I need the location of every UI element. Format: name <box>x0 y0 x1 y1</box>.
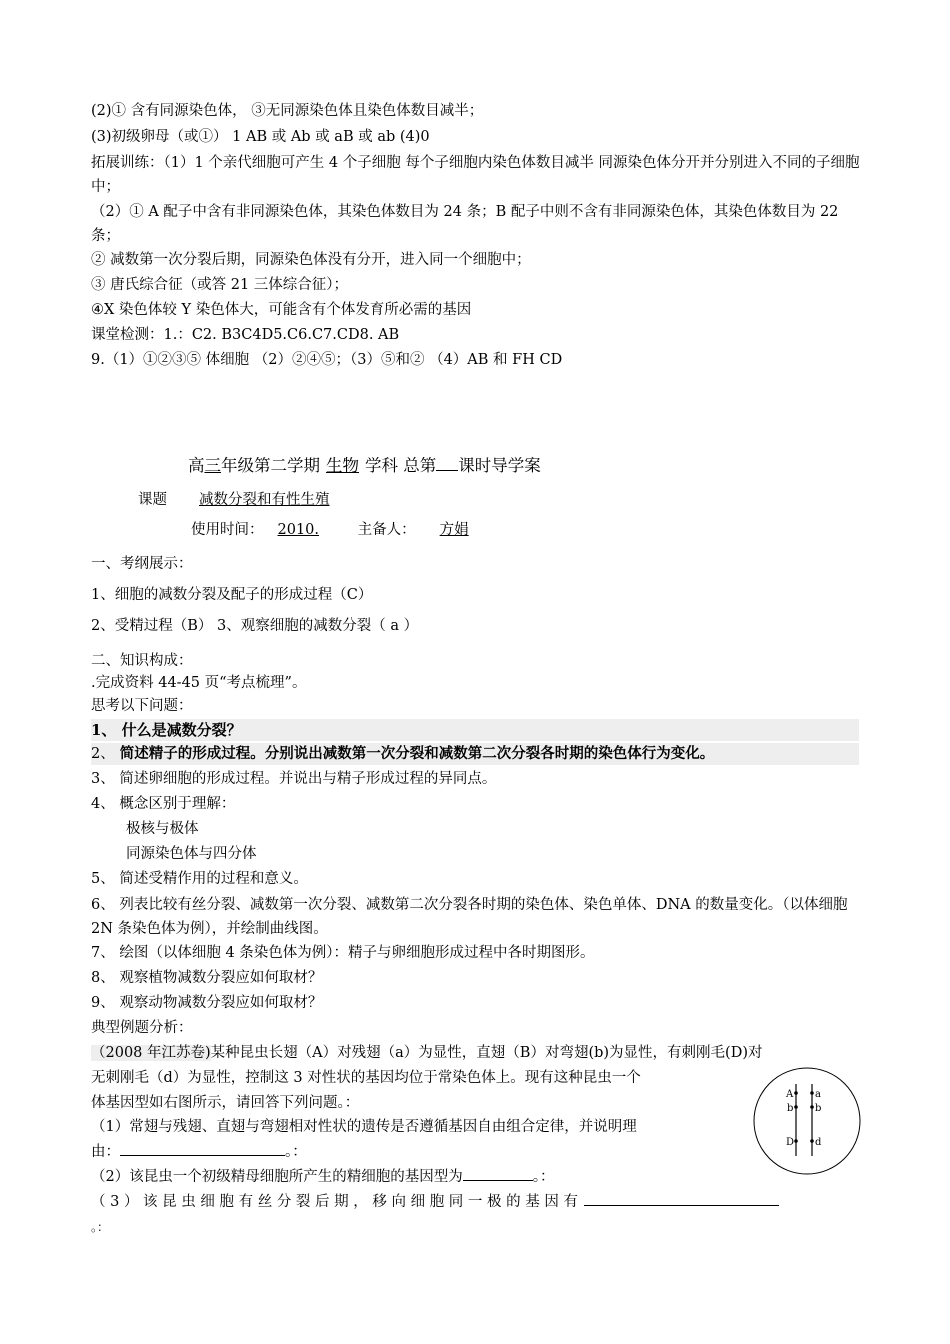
example-para-2: 无刺刚毛（d）为显性，控制这 3 对性状的基因均位于常染色体上。现有这种昆虫一个 <box>91 1070 641 1086</box>
outline-item-1: 1、细胞的减数分裂及配子的形成过程（C） <box>91 587 373 603</box>
locus-a-right <box>810 1091 814 1095</box>
sub-question-1b: 由： 。： <box>91 1141 307 1163</box>
answer-blank-1 <box>120 1141 285 1156</box>
question-5: 5、 简述受精作用的过程和意义。 <box>91 871 308 887</box>
question-6: 6、 列表比较有丝分裂、减数第一次分裂、减数第二次分裂各时期的染色体、染色单体、DNA 的数量变化。（以体细胞 2N 条染色体为例），并绘制曲线图。 <box>91 897 848 937</box>
answer-line-5: ② 减数第一次分裂后期，同源染色体没有分开，进入同一个细胞中； <box>91 252 531 268</box>
example-para-1: （2008 年江苏卷)某种昆虫长翅（A）对残翅（a）为显性，直翅（B）对弯翅(b)为显性，有刺刚毛(D)对 <box>91 1045 763 1061</box>
question-4b: 同源染色体与四分体 <box>126 846 257 862</box>
answer-line-1: (2)① 含有同源染色体， ③无同源染色体且染色体数目减半； <box>91 103 484 119</box>
page-title: 高三年级第二学期 生物 学科 总第 课时导学案 <box>188 456 541 475</box>
use-time: 2010. <box>277 522 320 538</box>
answer-line-3: 拓展训练：（1）1 个亲代细胞可产生 4 个子细胞 每个子细胞内染色体数目减半 同源染色体分开并分别进入不同的子细胞中； <box>91 155 860 195</box>
answer-blank-2 <box>463 1166 533 1181</box>
answer-line-2: (3)初级卵母（或①） 1 AB 或 Ab 或 aB 或 ab (4)0 <box>91 129 430 145</box>
subject: 生物 <box>326 456 359 475</box>
knowledge-line-1: .完成资料 44-45 页“考点梳理”。 <box>91 675 307 691</box>
question-8: 8、 观察植物减数分裂应如何取材？ <box>91 970 323 986</box>
outline-item-2: 2、受精过程（B） 3、观察细胞的减数分裂（ a ） <box>91 618 419 634</box>
locus-b-left <box>794 1105 798 1109</box>
locus-b-right <box>810 1105 814 1109</box>
question-3: 3、 简述卵细胞的形成过程。并说出与精子形成过程的异同点。 <box>91 771 497 787</box>
answer-line-9: 9.（1）①②③⑤ 体细胞 （2）②④⑤；（3）⑤和② （4）AB 和 FH CD <box>91 352 563 368</box>
topic: 减数分裂和有性生殖 <box>199 492 330 508</box>
question-1: 1、 什么是减数分裂？ <box>91 719 859 741</box>
question-4: 4、 概念区别于理解： <box>91 796 236 812</box>
example-source: （2008 年江苏卷) <box>91 1045 211 1061</box>
outline-heading: 一、考纲展示： <box>91 556 193 572</box>
time-line: 使用时间： 2010. 主备人： 方娟 <box>191 519 495 541</box>
answer-line-4: （2）① A 配子中含有非同源染色体，其染色体数目为 24 条；B 配子中则不含有非同源染色体，其染色体数目为 22 条； <box>91 204 839 244</box>
gene-label: A <box>786 1089 794 1100</box>
answer-blank-3 <box>584 1191 779 1206</box>
lesson-number-blank <box>436 456 458 471</box>
topic-line: 课题 减数分裂和有性生殖 <box>138 489 352 511</box>
gene-label: D <box>786 1137 795 1148</box>
gene-label: b <box>815 1103 822 1114</box>
knowledge-heading: 二、知识构成： <box>91 653 193 669</box>
locus-d-left <box>794 1139 798 1143</box>
sub-question-3-end: 。： <box>91 1220 110 1234</box>
locus-a-left <box>794 1091 798 1095</box>
sub-question-2: （2）该昆虫一个初级精母细胞所产生的精细胞的基因型为 。： <box>91 1166 554 1188</box>
gene-label: b <box>787 1103 794 1114</box>
answer-line-6: ③ 唐氏综合征（或答 21 三体综合征）； <box>91 277 349 293</box>
preparer: 方娟 <box>439 522 469 538</box>
question-7: 7、 绘图（以体细胞 4 条染色体为例）：精子与卵细胞形成过程中各时期图形。 <box>91 945 595 961</box>
answer-line-8: 课堂检测：1.：C2. B3C4D5.C6.C7.CD8. AB <box>91 327 400 343</box>
grade: 三 <box>204 456 221 475</box>
example-para-3: 体基因型如右图所示，请回答下列问题。： <box>91 1095 360 1111</box>
question-9: 9、 观察动物减数分裂应如何取材？ <box>91 995 323 1011</box>
answer-line-7: ④X 染色体较 Y 染色体大，可能含有个体发育所必需的基因 <box>91 302 472 318</box>
locus-d-right <box>810 1139 814 1143</box>
chromosome-diagram <box>752 1066 862 1176</box>
gene-label: d <box>815 1137 822 1148</box>
question-2: 2、 简述精子的形成过程。分别说出减数第一次分裂和减数第二次分裂各时期的染色体行为变化。 <box>91 743 859 765</box>
question-4a: 极核与极体 <box>126 821 199 837</box>
example-heading: 典型例题分析： <box>91 1020 193 1036</box>
sub-question-1a: （1）常翅与残翅、直翅与弯翅相对性状的遗传是否遵循基因自由组合定律，并说明理 <box>91 1119 637 1135</box>
knowledge-line-2: 思考以下问题： <box>91 698 193 714</box>
gene-label: a <box>815 1089 821 1100</box>
sub-question-3: （ 3 ） 该 昆 虫 细 胞 有 丝 分 裂 后 期 ， 移 向 细 胞 同 一 极 的 基 因 有 <box>91 1191 861 1213</box>
